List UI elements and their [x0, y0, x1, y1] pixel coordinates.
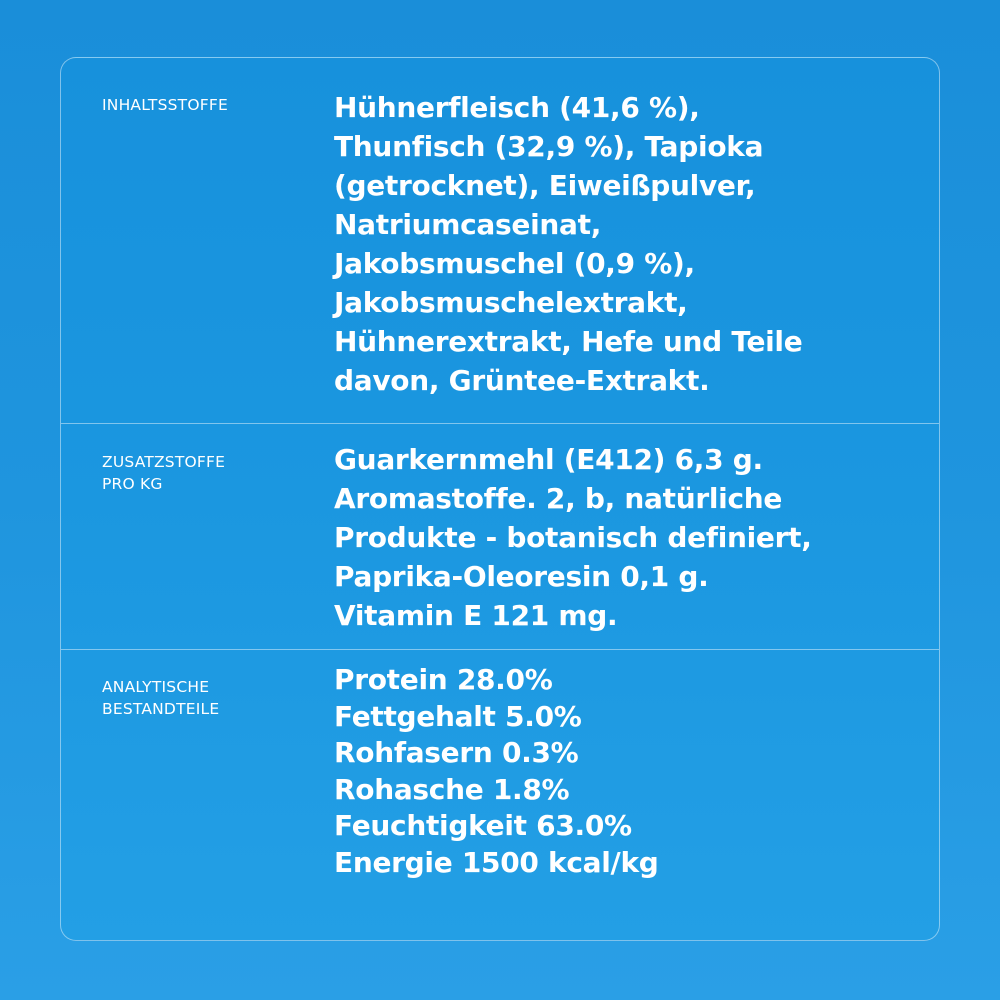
- analytical-constituents-value: Protein 28.0% Fettgehalt 5.0% Rohfasern 0.3% Rohasche 1.8% Feuchtigkeit 63.0% Energie 1500 kcal/kg: [334, 663, 659, 879]
- ingredients-label: INHALTSSTOFFE: [102, 96, 228, 114]
- nutrition-panel: [60, 57, 940, 941]
- ingredients-row: [61, 58, 939, 423]
- additives-row: [61, 423, 939, 649]
- analytical-constituents-row: [61, 649, 939, 941]
- additives-label: ZUSATZSTOFFE PRO KG: [102, 453, 226, 493]
- analytical-constituents-label: ANALYTISCHE BESTANDTEILE: [102, 678, 220, 718]
- additives-value: Guarkernmehl (E412) 6,3 g. Aromastoffe. 2, b, natürliche Produkte - botanisch definiert, Paprika-Oleoresin 0,1 g. Vitamin E 121 mg.: [334, 443, 812, 632]
- ingredients-value: Hühnerfleisch (41,6 %), Thunfisch (32,9 %), Tapioka (getrocknet), Eiweißpulver, Natriumcaseinat, Jakobsmuschel (0,9 %), Jakobsmuschelextrakt, Hühnerextrakt, Hefe und Teile davon, Grüntee-Extrakt.: [334, 91, 803, 397]
